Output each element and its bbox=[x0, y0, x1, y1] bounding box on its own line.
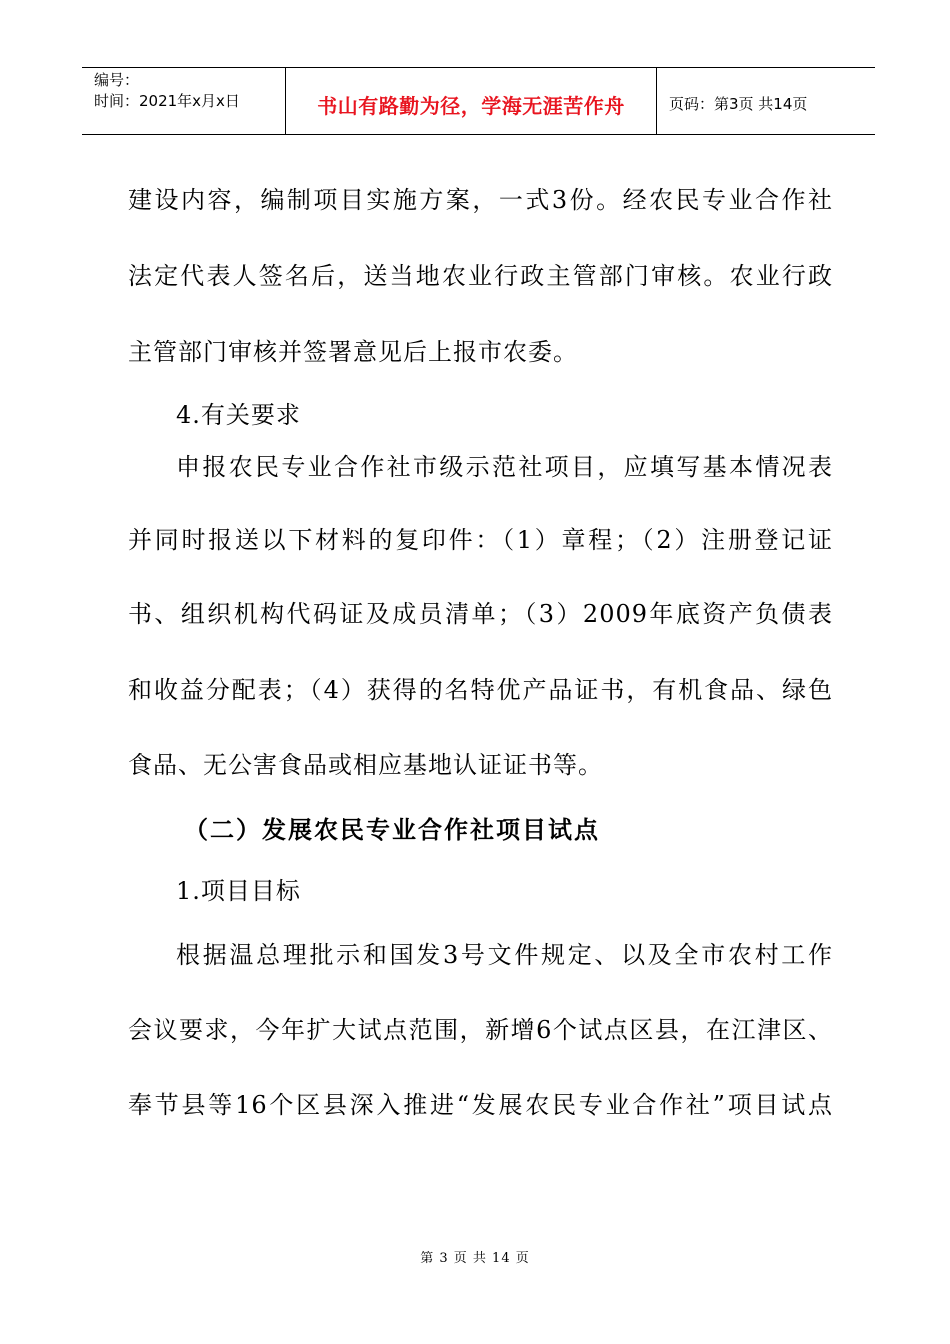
paragraph-line: 并同时报送以下材料的复印件：（1）章程；（2）注册登记证 bbox=[128, 526, 833, 554]
paragraph-line: 根据温总理批示和国发3号文件规定、以及全市农村工作 bbox=[176, 941, 833, 969]
header-motto: 书山有路勤为径，学海无涯苦作舟 bbox=[317, 93, 625, 118]
paragraph-line: 食品、无公害食品或相应基地认证证书等。 bbox=[128, 751, 603, 779]
paragraph-line: 建设内容，编制项目实施方案，一式3份。经农民专业合作社 bbox=[128, 186, 833, 214]
document-header bbox=[82, 67, 875, 135]
paragraph-line: 奉节县等16个区县深入推进“发展农民专业合作社”项目试点 bbox=[128, 1091, 833, 1119]
paragraph-line: 会议要求，今年扩大试点范围，新增6个试点区县，在江津区、 bbox=[128, 1016, 833, 1044]
subheading-goal: 1.项目目标 bbox=[176, 877, 301, 905]
header-meta bbox=[82, 68, 285, 134]
document-date-label: 时间：2021年x月x日 bbox=[94, 92, 240, 110]
paragraph-line: 法定代表人签名后，送当地农业行政主管部门审核。农业行政 bbox=[128, 262, 833, 290]
paragraph-line: 主管部门审核并签署意见后上报市农委。 bbox=[128, 338, 578, 366]
section-title: （二）发展农民专业合作社项目试点 bbox=[184, 816, 600, 844]
header-page-number: 页码：第3页 共14页 bbox=[669, 94, 808, 113]
paragraph-line: 书、组织机构代码证及成员清单；（3）2009年底资产负债表 bbox=[128, 600, 833, 628]
paragraph-line: 申报农民专业合作社市级示范社项目，应填写基本情况表 bbox=[176, 453, 833, 481]
subheading-requirements: 4.有关要求 bbox=[176, 401, 301, 429]
document-number-label: 编号： bbox=[94, 71, 140, 89]
page-footer: 第 3 页 共 14 页 bbox=[420, 1251, 530, 1266]
paragraph-line: 和收益分配表；（4）获得的名特优产品证书，有机食品、绿色 bbox=[128, 676, 833, 704]
